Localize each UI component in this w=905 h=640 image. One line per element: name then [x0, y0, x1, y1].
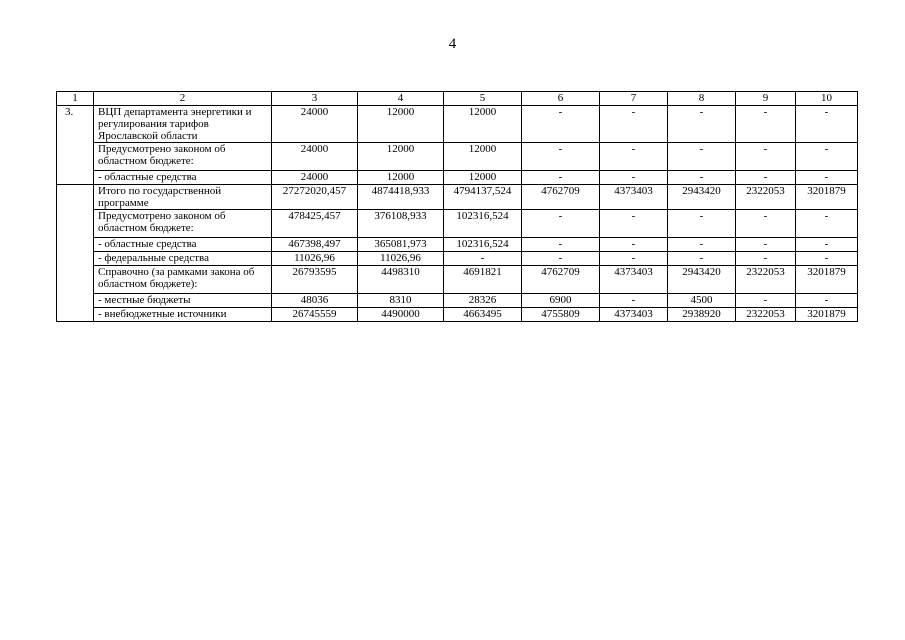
- row-label: Справочно (за рамками закона об областном бюджете):: [94, 266, 272, 294]
- value-cell: -: [522, 171, 600, 185]
- table-row: [57, 210, 858, 238]
- value-cell: 4762709: [522, 185, 600, 210]
- value-cell: 102316,524: [444, 238, 522, 252]
- value-cell: 4663495: [444, 308, 522, 322]
- value-cell: 27272020,457: [272, 185, 358, 210]
- value-cell: -: [736, 106, 796, 143]
- value-cell: -: [736, 294, 796, 308]
- value-cell: 2322053: [736, 308, 796, 322]
- value-cell: 376108,933: [358, 210, 444, 238]
- header-cell: 8: [668, 92, 736, 106]
- value-cell: 12000: [444, 106, 522, 143]
- value-cell: -: [736, 143, 796, 171]
- value-cell: -: [600, 294, 668, 308]
- value-cell: 4755809: [522, 308, 600, 322]
- value-cell: -: [522, 210, 600, 238]
- value-cell: -: [668, 210, 736, 238]
- value-cell: 4794137,524: [444, 185, 522, 210]
- value-cell: -: [522, 143, 600, 171]
- table-row: [57, 294, 858, 308]
- page-number: 4: [448, 36, 457, 52]
- value-cell: 12000: [358, 106, 444, 143]
- table-row: [57, 185, 858, 210]
- value-cell: 4373403: [600, 185, 668, 210]
- value-cell: -: [796, 294, 858, 308]
- value-cell: -: [600, 210, 668, 238]
- row-label: - областные средства: [94, 171, 272, 185]
- value-cell: 478425,457: [272, 210, 358, 238]
- value-cell: 4373403: [600, 308, 668, 322]
- value-cell: 11026,96: [272, 252, 358, 266]
- row-label: - федеральные средства: [94, 252, 272, 266]
- value-cell: 28326: [444, 294, 522, 308]
- value-cell: 24000: [272, 143, 358, 171]
- value-cell: -: [796, 210, 858, 238]
- header-cell: 7: [600, 92, 668, 106]
- value-cell: -: [668, 143, 736, 171]
- row-label: ВЦП департамента энергетики и регулирования тарифов Ярославской области: [94, 106, 272, 143]
- table-row: [57, 171, 858, 185]
- value-cell: -: [668, 171, 736, 185]
- value-cell: 4498310: [358, 266, 444, 294]
- value-cell: -: [796, 171, 858, 185]
- value-cell: 48036: [272, 294, 358, 308]
- value-cell: -: [600, 252, 668, 266]
- value-cell: 102316,524: [444, 210, 522, 238]
- value-cell: 2943420: [668, 266, 736, 294]
- table-row: [57, 252, 858, 266]
- value-cell: -: [600, 238, 668, 252]
- table-row: [57, 238, 858, 252]
- value-cell: 3201879: [796, 308, 858, 322]
- value-cell: -: [668, 106, 736, 143]
- value-cell: -: [736, 210, 796, 238]
- value-cell: 8310: [358, 294, 444, 308]
- value-cell: 4762709: [522, 266, 600, 294]
- value-cell: 365081,973: [358, 238, 444, 252]
- value-cell: -: [600, 143, 668, 171]
- value-cell: -: [444, 252, 522, 266]
- value-cell: 6900: [522, 294, 600, 308]
- value-cell: 12000: [358, 171, 444, 185]
- row-label: Предусмотрено законом об областном бюджете:: [94, 210, 272, 238]
- value-cell: 467398,497: [272, 238, 358, 252]
- value-cell: -: [668, 252, 736, 266]
- value-cell: 24000: [272, 171, 358, 185]
- table-row: [57, 266, 858, 294]
- value-cell: -: [736, 238, 796, 252]
- value-cell: -: [796, 238, 858, 252]
- value-cell: 12000: [444, 171, 522, 185]
- value-cell: 4874418,933: [358, 185, 444, 210]
- value-cell: -: [736, 171, 796, 185]
- header-cell: 3: [272, 92, 358, 106]
- value-cell: -: [668, 238, 736, 252]
- value-cell: 26793595: [272, 266, 358, 294]
- table-row: [57, 308, 858, 322]
- value-cell: 4373403: [600, 266, 668, 294]
- table-row: [57, 106, 858, 143]
- value-cell: 3201879: [796, 185, 858, 210]
- value-cell: -: [522, 238, 600, 252]
- header-cell: 10: [796, 92, 858, 106]
- header-cell: 6: [522, 92, 600, 106]
- value-cell: -: [522, 106, 600, 143]
- row-label: - областные средства: [94, 238, 272, 252]
- table-body: [57, 92, 858, 322]
- row-label: Предусмотрено законом об областном бюджете:: [94, 143, 272, 171]
- header-cell: 1: [57, 92, 94, 106]
- table-row: [57, 143, 858, 171]
- value-cell: 4691821: [444, 266, 522, 294]
- row-label: Итого по государственной программе: [94, 185, 272, 210]
- value-cell: 12000: [358, 143, 444, 171]
- value-cell: -: [736, 252, 796, 266]
- value-cell: 11026,96: [358, 252, 444, 266]
- value-cell: 24000: [272, 106, 358, 143]
- value-cell: 3201879: [796, 266, 858, 294]
- value-cell: 2322053: [736, 266, 796, 294]
- row-index-cell: 3.: [57, 106, 94, 185]
- value-cell: -: [522, 252, 600, 266]
- row-index-cell: [57, 185, 94, 322]
- header-cell: 2: [94, 92, 272, 106]
- header-cell: 9: [736, 92, 796, 106]
- value-cell: -: [796, 252, 858, 266]
- value-cell: -: [600, 171, 668, 185]
- value-cell: 26745559: [272, 308, 358, 322]
- value-cell: 4500: [668, 294, 736, 308]
- row-label: - внебюджетные источники: [94, 308, 272, 322]
- row-label: - местные бюджеты: [94, 294, 272, 308]
- value-cell: 12000: [444, 143, 522, 171]
- value-cell: -: [600, 106, 668, 143]
- header-cell: 4: [358, 92, 444, 106]
- value-cell: 4490000: [358, 308, 444, 322]
- value-cell: -: [796, 106, 858, 143]
- header-cell: 5: [444, 92, 522, 106]
- value-cell: 2943420: [668, 185, 736, 210]
- budget-table: [56, 91, 858, 322]
- value-cell: -: [796, 143, 858, 171]
- value-cell: 2938920: [668, 308, 736, 322]
- table-header-row: [57, 92, 858, 106]
- value-cell: 2322053: [736, 185, 796, 210]
